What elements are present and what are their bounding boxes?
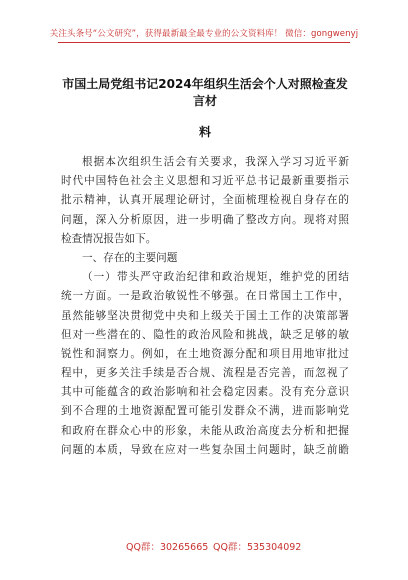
header-note: 关注头条号“公文研究”，获得最新最全最专业的公文资料库！ 微信：gongwenyj [49,29,359,39]
footer-qq-group-1: QQ群：30265665 [126,542,209,553]
body-line: 其中可能蕴含的政治影响和社会稳定因素。没有充分意识 [61,386,349,399]
body-line: 时代中国特色社会主义思想和习近平总书记最新重要指示 [61,175,349,188]
body-line: 根据本次组织生活会有关要求，我深入学习习近平新 [82,156,349,168]
body-line: 统一方面。一是政治敏锐性不够强。在日常国土工作中， [61,290,349,303]
footer [0,539,408,553]
body-line: 到不合理的土地资源配置可能引发群众不满，进而影响党 [61,405,349,418]
body-line: 和政府在群众心中的形象，未能从政治高度去分析和把握 [61,424,349,437]
body-line: 虽然能够坚决贯彻党中央和上级关于国土工作的决策部署 [61,309,349,322]
body-line: （一）带头严守政治纪律和政治规矩，维护党的团结 [82,271,349,284]
section-heading: 一、存在的主要问题 [82,251,178,264]
body-line: 问题的本质，导致在应对一些复杂国土问题时，缺乏前瞻 [61,443,349,456]
body-line: 程中，更多关注手续是否合规、流程是否完善，而忽视了 [61,367,349,380]
body-line: 批示精神，认真开展理论研讨，全面梳理检视自身存在的 [61,194,349,207]
document-body [61,153,349,460]
body-line: 但对一些潜在的、隐性的政治风险和挑战，缺乏足够的敏 [61,328,349,341]
document-title-line2: 料 [198,125,211,139]
document-title-line1: 市国土局党组书记2024年组织生活会个人对照检查发言材 [62,77,348,108]
body-line: 检查情况报告如下。 [61,232,157,245]
header-divider [58,42,350,43]
footer-qq-group-2: QQ群：535304092 [213,542,302,553]
body-line: 锐性和洞察力。例如，在土地资源分配和项目用地审批过 [61,347,349,360]
body-line: 问题，深入分析原因，进一步明确了整改方向。现将对照 [61,213,349,226]
